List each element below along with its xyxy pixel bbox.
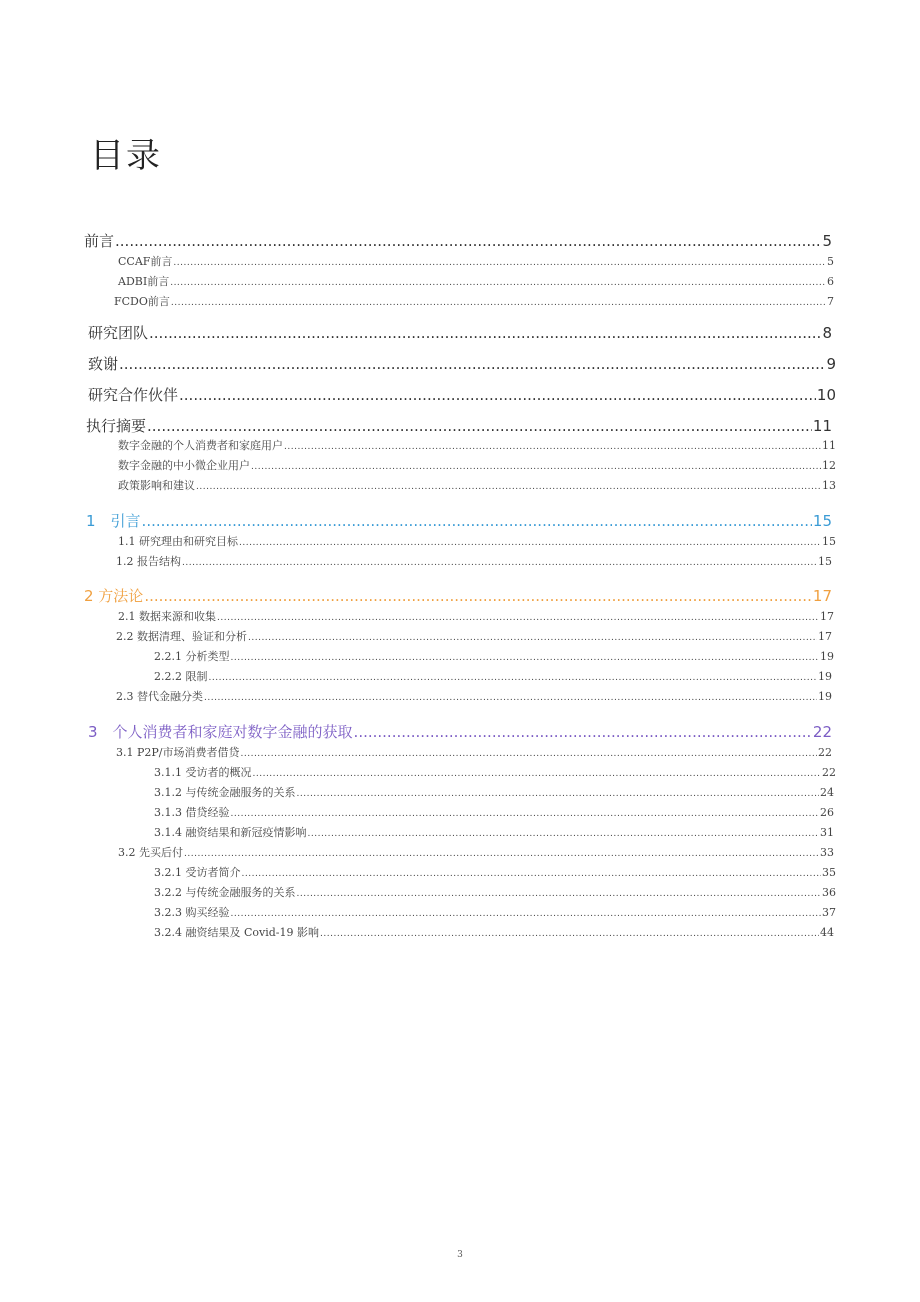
toc-leader-dots [179,386,816,404]
toc-leader-dots [173,258,826,268]
toc-entry-page: 19 [818,690,832,703]
toc-leader-dots [171,298,826,308]
toc-leader-dots [248,633,817,643]
toc-entry-page: 31 [820,826,834,839]
toc-leader-dots [217,613,819,623]
toc-entry-label: 研究合作伙伴 [88,386,179,404]
toc-leader-dots [204,693,817,703]
toc-entry-page: 35 [822,866,836,879]
toc-leader-dots [297,789,820,799]
toc-entry[interactable] [154,784,834,800]
toc-entry-page: 11 [812,417,832,435]
toc-entry[interactable] [154,804,834,820]
page-number: 3 [457,1250,463,1260]
toc-entry[interactable] [118,844,834,860]
toc-entry[interactable] [88,353,836,374]
toc-entry[interactable] [118,253,834,269]
toc-entry-page: 36 [822,886,836,899]
toc-entry[interactable] [118,477,836,493]
toc-entry-label: 3.1.2 与传统金融服务的关系 [154,786,296,799]
toc-entry-page: 15 [822,535,836,548]
toc-entry[interactable] [154,864,836,880]
toc-entry-label: 致谢 [88,355,119,373]
toc-leader-dots [196,482,821,492]
toc-leader-dots [231,909,822,919]
toc-entry-page: 44 [820,926,834,939]
toc-leader-dots [297,889,822,899]
toc-entry-label: 1 引言 [86,512,141,530]
toc-entry[interactable] [116,553,832,569]
toc-entry[interactable] [116,628,832,644]
toc-entry-label: 2.2.2 限制 [154,670,208,683]
toc-entry[interactable] [84,230,832,251]
toc-leader-dots [115,232,821,250]
toc-leader-dots [184,849,819,859]
toc-chapter-1[interactable] [86,510,832,531]
toc-entry-label: 2 方法论 [84,587,144,605]
toc-entry[interactable] [154,904,836,920]
toc-entry[interactable] [118,437,836,453]
toc-entry-label: 2.2 数据清理、验证和分析 [116,630,247,643]
toc-entry[interactable] [154,648,834,664]
toc-leader-dots [182,558,817,568]
toc-entry-label: 3.1.3 借贷经验 [154,806,230,819]
toc-leader-dots [119,355,825,373]
toc-entry-label: 前言 [84,232,115,250]
toc-leader-dots [354,723,812,741]
toc-entry-page: 17 [818,630,832,643]
toc-entry[interactable] [154,764,836,780]
page-title: 目录 [90,136,162,176]
toc-chapter-3[interactable] [88,721,832,742]
toc-entry-page: 37 [822,906,836,919]
toc-entry-label: 3.2.3 购买经验 [154,906,230,919]
toc-entry-label: 1.1 研究理由和研究目标 [118,535,238,548]
toc-entry-label: 数字金融的个人消费者和家庭用户 [118,439,283,452]
toc-entry-label: 3 个人消费者和家庭对数字金融的获取 [88,723,353,741]
toc-leader-dots [241,749,818,759]
toc-leader-dots [284,442,821,452]
toc-entry[interactable] [154,668,832,684]
toc-entry[interactable] [88,322,832,343]
toc-entry-page: 6 [827,275,834,288]
toc-entry-page: 19 [818,670,832,683]
toc-entry-page: 19 [820,650,834,663]
toc-entry-label: 数字金融的中小微企业用户 [118,459,250,472]
toc-entry-page: 5 [822,232,832,250]
toc-entry-page: 22 [812,723,832,741]
toc-entry-page: 33 [820,846,834,859]
toc-leader-dots [320,929,819,939]
toc-entry-label: CCAF前言 [118,255,173,268]
toc-leader-dots [251,462,821,472]
toc-entry-page: 12 [822,459,836,472]
toc-entry-label: 3.1.4 融资结果和新冠疫情影响 [154,826,307,839]
toc-entry-label: 1.2 报告结构 [116,555,181,568]
toc-entry-page: 5 [827,255,834,268]
toc-entry-page: 10 [816,386,836,404]
toc-entry-label: ADBI前言 [118,275,170,288]
toc-entry[interactable] [154,824,834,840]
toc-entry[interactable] [118,457,836,473]
toc-leader-dots [170,278,826,288]
toc-entry[interactable] [86,415,832,436]
toc-entry-page: 15 [818,555,832,568]
toc-entry-label: 执行摘要 [86,417,147,435]
toc-leader-dots [149,324,821,342]
toc-leader-dots [253,769,822,779]
toc-entry-page: 17 [812,587,832,605]
toc-leader-dots [142,512,812,530]
toc-entry-label: FCDO前言 [114,295,170,308]
toc-entry-page: 9 [826,355,836,373]
toc-entry[interactable] [118,273,834,289]
toc-leader-dots [239,538,821,548]
toc-entry-label: 2.1 数据来源和收集 [118,610,216,623]
toc-entry[interactable] [116,688,832,704]
toc-entry-label: 3.2.4 融资结果及 Covid-19 影响 [154,926,320,939]
toc-entry-page: 15 [812,512,832,530]
toc-leader-dots [147,417,812,435]
toc-entry[interactable] [116,744,832,760]
toc-leader-dots [308,829,820,839]
toc-entry-page: 26 [820,806,834,819]
toc-leader-dots [231,653,820,663]
toc-entry[interactable] [154,884,836,900]
toc-entry-label: 3.2.2 与传统金融服务的关系 [154,886,296,899]
toc-entry-page: 13 [822,479,836,492]
toc-entry-page: 8 [822,324,832,342]
toc-entry-page: 24 [820,786,834,799]
toc-leader-dots [242,869,822,879]
toc-leader-dots [209,673,818,683]
toc-entry[interactable] [118,533,836,549]
toc-leader-dots [144,587,812,605]
toc-entry-label: 3.2 先买后付 [118,846,183,859]
toc-entry-label: 3.1.1 受访者的概况 [154,766,252,779]
toc-entry-label: 研究团队 [88,324,149,342]
toc-entry-page: 11 [822,439,836,452]
toc-entry-page: 22 [822,766,836,779]
toc-entry-page: 17 [820,610,834,623]
toc-entry-page: 7 [827,295,834,308]
toc-entry-label: 3.1 P2P/市场消费者借贷 [116,746,240,759]
toc-entry[interactable] [118,608,834,624]
toc-entry-label: 2.2.1 分析类型 [154,650,230,663]
toc-entry-page: 22 [818,746,832,759]
toc-entry-label: 3.2.1 受访者简介 [154,866,241,879]
toc-chapter-2[interactable] [84,585,832,606]
toc-entry[interactable] [88,384,836,405]
toc-entry[interactable] [114,293,834,309]
toc-entry-label: 2.3 替代金融分类 [116,690,203,703]
toc-entry-label: 政策影响和建议 [118,479,195,492]
toc-entry[interactable] [154,924,834,940]
toc-leader-dots [231,809,820,819]
